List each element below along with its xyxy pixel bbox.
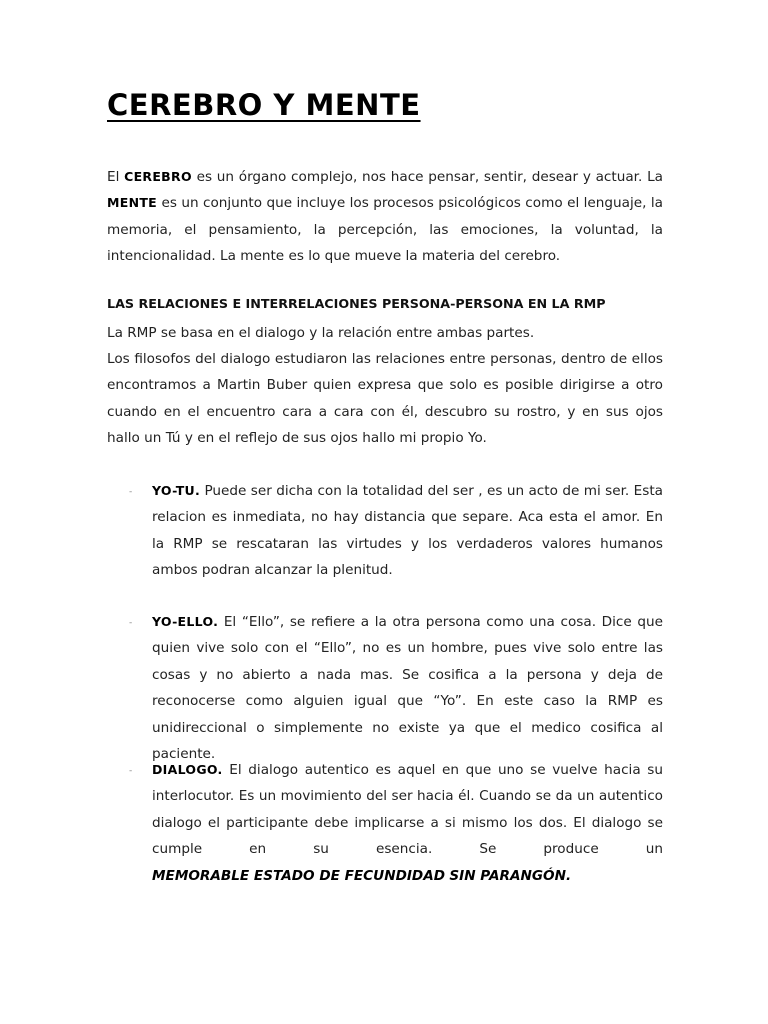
list-item: [107, 757, 663, 889]
dialogo-description: El dialogo autentico es aquel en que uno se vuelve hacia su interlocutor. Es un movimiento del ser hacia él. Cuando se da un autentico dialogo el participante debe implicarse a si mismo los dos. El dialogo se cumple en su esencia. Se produce un: [152, 762, 664, 858]
intro-paragraph: [107, 164, 663, 270]
keyword-yo-ello: YO-ELLO.: [152, 614, 219, 629]
intro-text-middle: es un órgano complejo, nos hace pensar, sentir, desear y actuar. La: [196, 169, 663, 185]
keyword-mente: MENTE: [107, 195, 158, 211]
list-item-text: [152, 609, 663, 767]
bullet-marker: -: [129, 618, 133, 628]
intro-text-end: es un conjunto que incluye los procesos psicológicos como el lenguaje, la memoria, el pensamiento, la percepción, las emociones, la voluntad, la intencionalidad. La mente es lo que mueve la materia del cerebro.: [107, 195, 663, 265]
list-item-text: [152, 757, 663, 889]
yo-tu-description: Puede ser dicha con la totalidad del ser , es un acto de mi ser. Esta relacion es inmediata, no hay distancia que separe. Aca esta el amor. En la RMP se rescataran las virtudes y los verdaderos valores humanos ambos podran alcanzar la plenitud.: [152, 483, 663, 579]
section-first-line: La RMP se basa en el dialogo y la relación entre ambas partes.: [107, 325, 535, 341]
bullet-marker: -: [129, 766, 133, 776]
yo-ello-description: El “Ello”, se refiere a la otra persona como una cosa. Dice que quien vive solo con el “Ello”, no es un hombre, pues vive solo entre las cosas y no abierto a nada mas. Se cosifica a la persona y deja de reconocerse como alguien igual que “Yo”. En este caso la RMP es unidireccional o simplemente no existe ya que el medico cosifica al paciente.: [152, 614, 663, 763]
intro-text-start: El: [107, 169, 120, 185]
list-item: [107, 609, 663, 767]
list-item: [107, 478, 663, 584]
page-title: CEREBRO Y MENTE: [107, 88, 421, 122]
keyword-yo-tu: YO-TU.: [152, 483, 201, 498]
emphasis-sin-parangon: SIN PARANGÓN.: [449, 867, 572, 884]
bullet-marker: -: [129, 487, 133, 497]
keyword-cerebro: CEREBRO: [124, 169, 192, 184]
section-heading: LAS RELACIONES E INTERRELACIONES PERSONA-PERSONA EN LA RMP: [107, 296, 606, 311]
emphasis-memorable: MEMORABLE ESTADO DE FECUNDIDAD: [152, 867, 446, 884]
list-item-text: [152, 478, 663, 584]
section-paragraph: Los filosofos del dialogo estudiaron las relaciones entre personas, dentro de ellos encontramos a Martin Buber quien expresa que solo es posible dirigirse a otro cuando en el encuentro cara a cara con él, descubro su rostro, y en sus ojos hallo un Tú y en el reflejo de sus ojos hallo mi propio Yo.: [107, 351, 663, 447]
keyword-dialogo: DIALOGO.: [152, 762, 223, 777]
